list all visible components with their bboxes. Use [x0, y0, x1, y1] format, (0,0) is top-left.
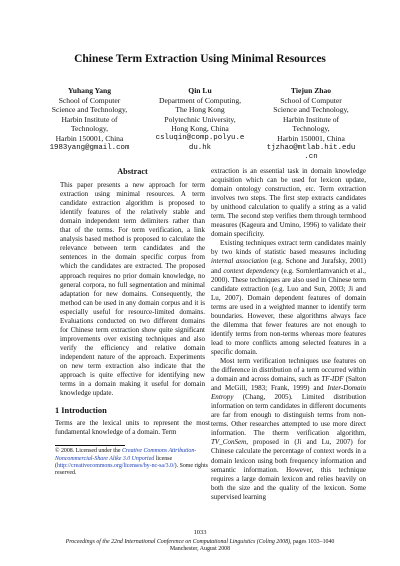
author-affiliation-line: School of Computer	[58, 95, 121, 105]
author-affiliation-line: Harbin 150001, China	[277, 133, 345, 143]
text-span: Existing techniques extract term candidates mainly by two kinds of statistic based measures including	[211, 239, 366, 257]
abstract-text: This paper presents a new approach for term extraction using minimal resources. A term candidate extraction algorithm is proposed to identify features of the relatively stable and domain independent term delimiters rather than that of the terms. For term verification, a link analysis based method is proposed to calculate the relevance between term candidates and the sentences in the domain specific corpus from which the candidates are extracted. The proposed approach requires no prior domain knowledge, no general corpora, no full segmentation and minimal adaptation for new domains. Consequently, the method can be used in any domain corpus and it is especially useful for resource-limited domains. Evaluations conducted on two different domains for Chinese term extraction show quite significant improvements over existing techniques and also verify the efficiency and relative domain independent nature of the approach. Experiments on new term extraction also indicate that the approach is quite effective for identifying new terms in a domain making it useful for domain knowledge update.	[60, 181, 205, 398]
author-block-3	[262, 86, 360, 163]
author-affiliation-line: Harbin Institute of	[282, 114, 340, 124]
author-affiliation-line: Hong Kong, China	[171, 124, 229, 134]
author-email[interactable]: 1983yang@gmail.com	[49, 143, 130, 152]
footnote-suffix: ). Some rights reserved.	[55, 462, 208, 476]
paragraph	[211, 357, 366, 502]
italic-term: TF-IDF	[321, 375, 344, 384]
author-affiliation-line: Science and Technology,	[273, 105, 349, 115]
text-span: Most term verification techniques use features on the difference in distribution of a term occurred within a domain and across domains, such as	[211, 356, 366, 384]
introduction-text: Terms are the lexical units to represent the most fundamental knowledge of a domain. Term	[55, 419, 210, 437]
page-range: , pages 1033–1040	[290, 539, 335, 545]
license-url-link[interactable]: http://creativecommons.org/licenses/by-nc-sa/3.0/	[56, 462, 175, 469]
author-name: Qin Lu	[188, 86, 212, 95]
abstract-heading: Abstract	[117, 167, 148, 176]
author-block-2	[150, 86, 250, 153]
author-affiliation-line: Technology,	[292, 124, 330, 134]
author-affiliation-line: Technology,	[70, 124, 109, 134]
author-email[interactable]: .cn	[304, 153, 318, 162]
text-span: (Salton and McGill, 1983; Frank, 1999) and	[211, 375, 366, 393]
paragraph	[211, 239, 366, 357]
author-affiliation-line: Polytechnic University,	[164, 114, 236, 124]
author-affiliation-line: Science and Technology,	[51, 105, 128, 115]
italic-term: TV_ConSem	[211, 438, 247, 447]
author-email[interactable]: du.hk	[188, 143, 212, 152]
author-email[interactable]: csluqin@comp.polyu.e	[155, 133, 245, 142]
license-footnote	[55, 448, 210, 477]
left-column	[55, 167, 210, 477]
text-span: (e.g. Schone and Jurafsky, 2001) and	[211, 257, 367, 275]
author-email[interactable]: tjzhao@mtlab.hit.edu	[266, 143, 356, 152]
author-affiliation-line: Harbin 150001, China	[55, 133, 124, 143]
conference-name: Proceedings of the 22nd International Conference on Computational Linguistics (Coling 2008)	[65, 539, 291, 545]
proceedings-footer	[0, 539, 400, 554]
license-link[interactable]: Creative Commons Attribution-Noncommercial-Share Alike 3.0 Unported	[55, 448, 197, 462]
paragraph: extraction is an essential task in domain knowledge acquisition which can be used for lexicon update, domain ontology construction, etc. Term extraction involves two steps. The first step extracts candidates by unithood calculation to qualify a string as a valid term. The second step verifies them through termhood measures (Kageura and Umino, 1996) to validate their domain specificity.	[211, 167, 366, 239]
author-affiliation-line: The Hong Kong	[175, 105, 225, 115]
footnote-rule	[55, 445, 125, 446]
text-span: , proposed in (Ji and Lu, 2007) for Chinese calculate the percentage of context words in a domain lexicon using both frequency information and semantic information. However, this technique requires a large domain lexicon and relies heavily on both the size and the quality of the lexicon. Some supervised learning	[211, 438, 366, 501]
italic-term: Inter-Domain Entropy	[211, 384, 366, 402]
section-heading-introduction: 1 Introduction	[55, 406, 107, 416]
paper-title: Chinese Term Extraction Using Minimal Resources	[74, 53, 326, 65]
author-name: Yuhang Yang	[67, 86, 112, 95]
author-affiliation-line: School of Computer	[280, 95, 342, 105]
text-span: (Chang, 2005). Limited distribution information on term candidates in different documents are far from enough to distinguish terms from non-terms. Other researches attempted to use more direct information. The therm verification algorithm,	[211, 393, 366, 438]
author-block-1	[42, 86, 137, 153]
footnote-prefix: © 2008. Licensed under the	[55, 448, 122, 455]
italic-term: context dependency	[223, 266, 280, 275]
author-name: Tiejun Zhao	[290, 86, 332, 95]
author-affiliation-line: Harbin Institute of	[61, 114, 118, 124]
right-column	[211, 167, 366, 502]
text-span: (e.g. Sornlertlamvanich et al., 2000). These techniques are also used in Chinese term candidate extraction (e.g. Luo and Sun, 2003; Ji and Lu, 2007). Domain dependent features of domain terms are used in a weighted manner to identify term boundaries. However, these algorithms always face the dilemma that fewer features are not enough to identify terms from non-terms whereas more features lead to more conflicts among selected features in a specific domain.	[211, 266, 366, 356]
footnote-middle: license (	[55, 455, 173, 469]
page-number: 1033	[193, 529, 207, 536]
conference-place: Manchester, August 2008	[169, 546, 231, 553]
author-affiliation-line: Department of Computing,	[158, 95, 242, 105]
italic-term: internal association	[211, 257, 269, 266]
